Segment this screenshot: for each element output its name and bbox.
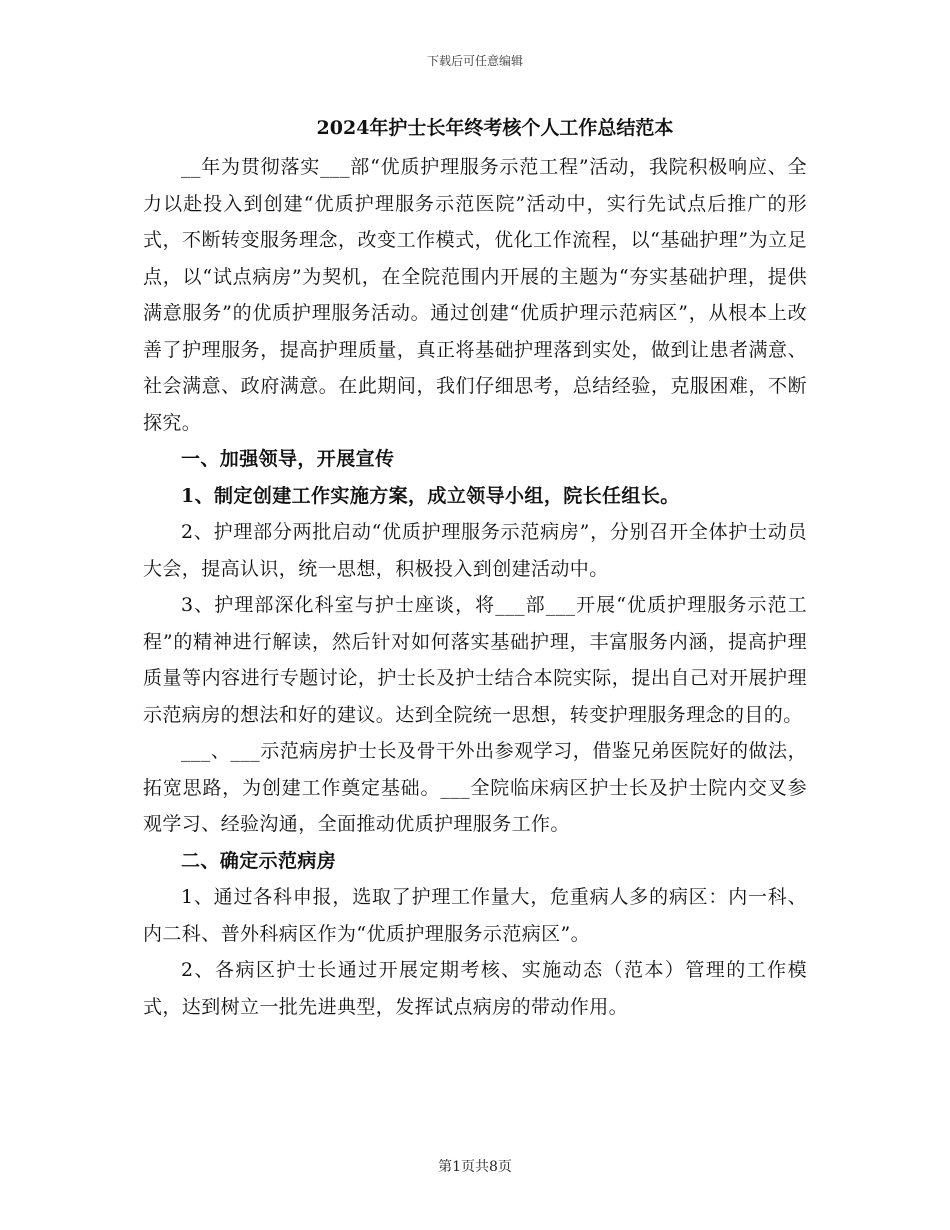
document-body	[143, 112, 807, 1025]
section2-item-1: 1、通过各科申报，选取了护理工作量大，危重病人多的病区：内一科、内二科、普外科病区作为“优质护理服务示范病区”。	[143, 886, 807, 945]
section1-item-2: 2、护理部分两批启动“优质护理服务示范病房”，分别召开全体护士动员大会，提高认识，统一思想，积极投入到创建活动中。	[143, 521, 807, 580]
section2-item-2: 2、各病区护士长通过开展定期考核、实施动态（范本）管理的工作模式，达到树立一批先进典型，发挥试点病房的带动作用。	[143, 959, 807, 1018]
section-heading-1: 一、加强领导，开展宣传	[181, 448, 395, 470]
section1-item-3: 3、护理部深化科室与护士座谈，将___部___开展“优质护理服务示范工程”的精神进行解读，然后针对如何落实基础护理，丰富服务内涵，提高护理质量等内容进行专题讨论，护士长及护士结合本院实际，提出自己对开展护理示范病房的想法和好的建议。达到全院统一思想，转变护理服务理念的目的。	[143, 594, 807, 726]
section1-item-1: 1、制定创建工作实施方案，成立领导小组，院长任组长。	[181, 484, 680, 507]
page-header: 下载后可任意编辑	[426, 54, 523, 68]
document-title: 2024年护士长年终考核个人工作总结范本	[316, 117, 674, 139]
section1-item-4: ___、___示范病房护士长及骨干外出参观学习，借鉴兄弟医院好的做法，拓宽思路，为创建工作奠定基础。___全院临床病区护士长及护士院内交叉参观学习、经验沟通，全面推动优质护理服务工作。	[143, 740, 807, 835]
intro-paragraph: __年为贯彻落实___部“优质护理服务示范工程”活动，我院积极响应、全力以赴投入到创建“优质护理服务示范医院”活动中，实行先试点后推广的形式，不断转变服务理念，改变工作模式，优化工作流程，以“基础护理”为立足点，以“试点病房”为契机，在全院范围内开展的主题为“夯实基础护理，提供满意服务”的优质护理服务活动。通过创建“优质护理示范病区”，从根本上改善了护理服务，提高护理质量，真正将基础护理落到实处，做到让患者满意、社会满意、政府满意。在此期间，我们仔细思考，总结经验，克服困难，不断探究。	[143, 156, 807, 434]
page-footer: 第1页共8页	[438, 1159, 512, 1175]
section-heading-2: 二、确定示范病房	[181, 849, 337, 872]
